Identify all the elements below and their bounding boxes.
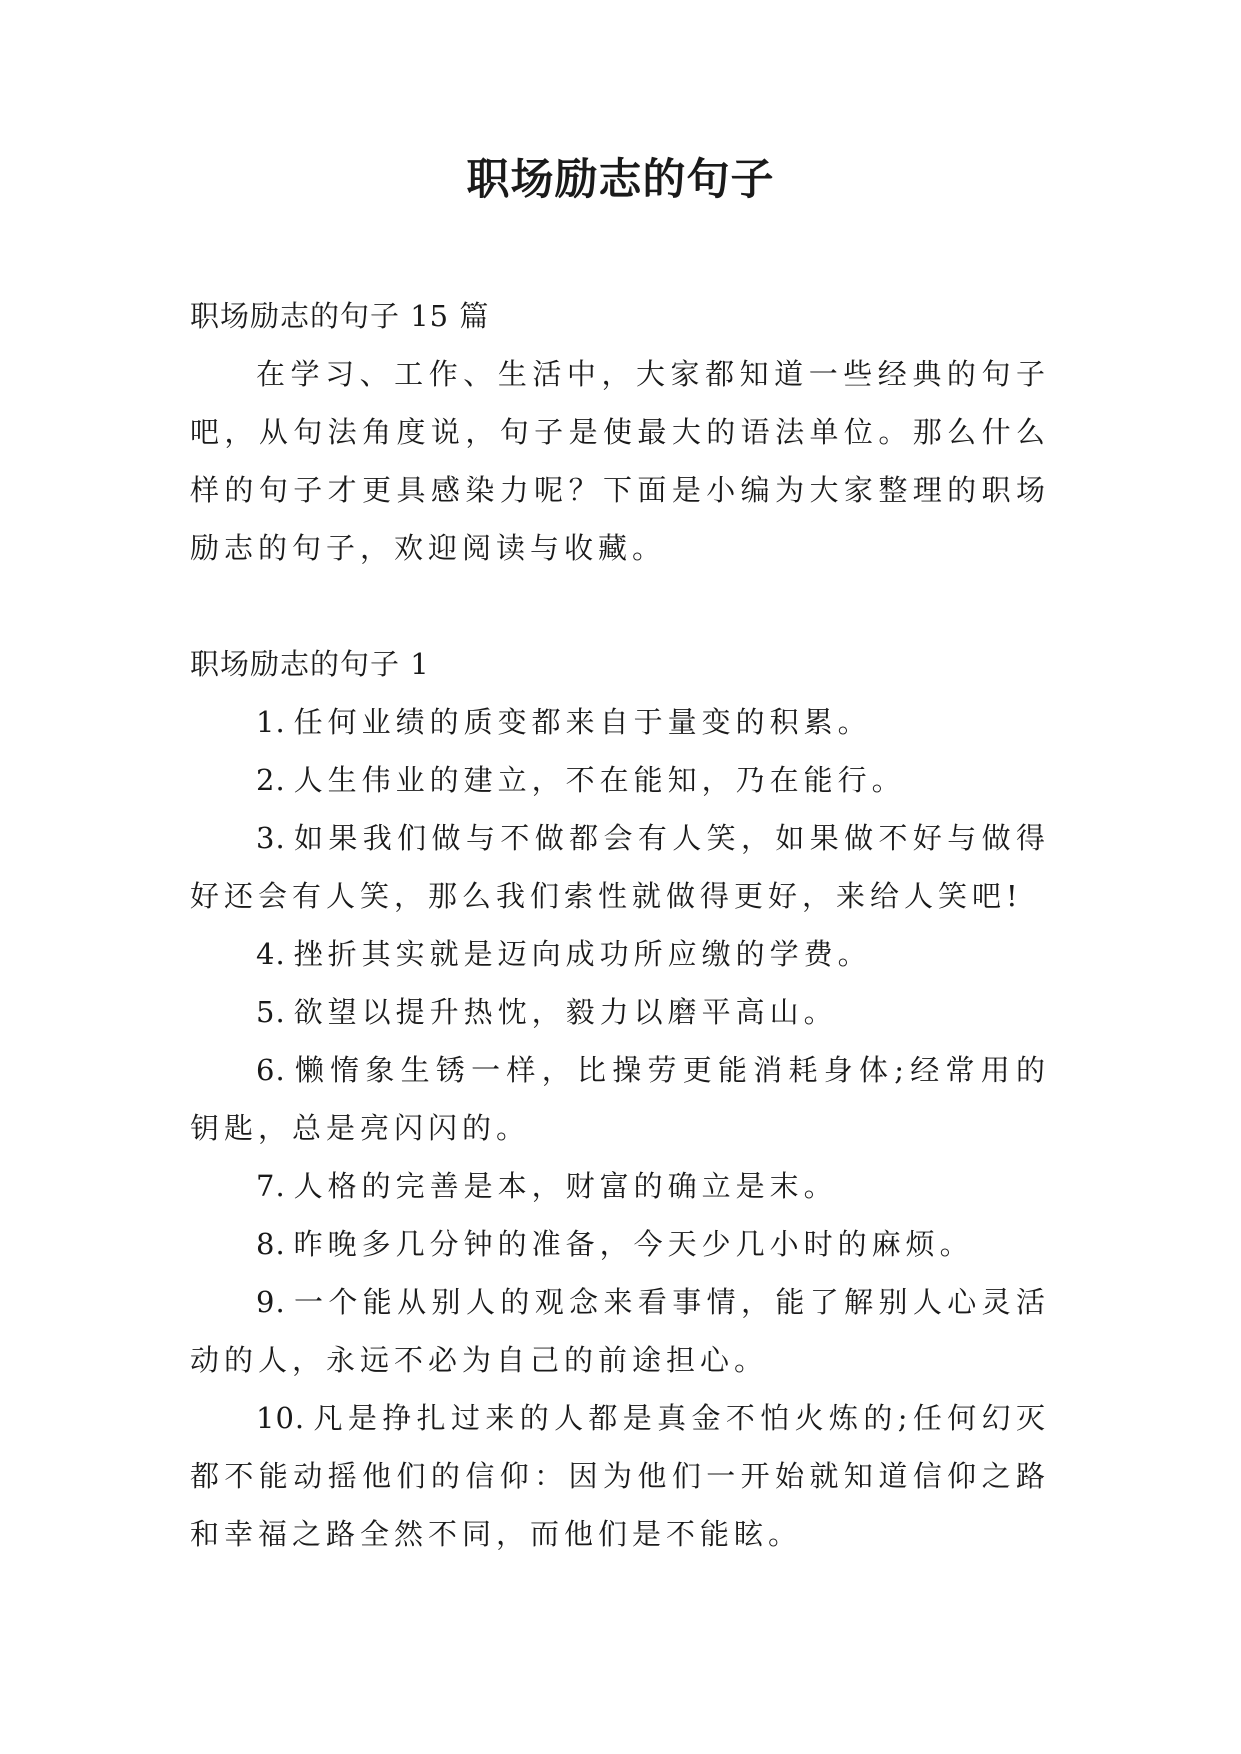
section-heading: 职场励志的句子 1: [190, 647, 430, 681]
list-item-number: 5.: [256, 995, 286, 1029]
list-item-text: 一个能从别人的观念来看事情，能了解别人心灵活动的人，永远不必为自己的前途担心。: [190, 1285, 1050, 1377]
list-item: [190, 1273, 1050, 1389]
list-item-number: 1.: [256, 705, 286, 739]
list-item: [190, 983, 1050, 1041]
list-item-number: 6.: [256, 1053, 286, 1087]
list-item-text: 欲望以提升热忱，毅力以磨平高山。: [293, 995, 838, 1029]
intro-heading: 职场励志的句子 15 篇: [190, 299, 490, 333]
list-item-text: 昨晚多几分钟的准备，今天少几小时的麻烦。: [293, 1227, 974, 1261]
list-item-text: 如果我们做与不做都会有人笑，如果做不好与做得好还会有人笑，那么我们索性就做得更好，来给人笑吧!: [190, 821, 1050, 913]
list-item-number: 8.: [256, 1227, 286, 1261]
paragraph-gap: [190, 577, 1050, 635]
list-item-number: 3.: [256, 821, 286, 855]
list-item: [190, 693, 1050, 751]
list-item-number: 10.: [256, 1401, 306, 1435]
intro-paragraph: 在学习、工作、生活中，大家都知道一些经典的句子吧，从句法角度说，句子是使最大的语法单位。那么什么样的句子才更具感染力呢？下面是小编为大家整理的职场励志的句子，欢迎阅读与收藏。: [190, 357, 1050, 565]
list-item: [190, 1215, 1050, 1273]
list-item-text: 懒惰象生锈一样，比操劳更能消耗身体;经常用的钥匙，总是亮闪闪的。: [190, 1053, 1050, 1145]
list-item-text: 人格的完善是本，财富的确立是末。: [293, 1169, 838, 1203]
list-item-text: 任何业绩的质变都来自于量变的积累。: [293, 705, 872, 739]
list-item: [190, 1157, 1050, 1215]
list-item-number: 2.: [256, 763, 286, 797]
list-item: [190, 751, 1050, 809]
list-item-number: 7.: [256, 1169, 286, 1203]
list-item-text: 人生伟业的建立，不在能知，乃在能行。: [293, 763, 906, 797]
list-item-text: 凡是挣扎过来的人都是真金不怕火炼的;任何幻灭都不能动摇他们的信仰：因为他们一开始就知道信仰之路和幸福之路全然不同，而他们是不能眩。: [190, 1401, 1050, 1551]
list-item: [190, 1389, 1050, 1563]
list-item: [190, 925, 1050, 983]
list-item: [190, 1041, 1050, 1157]
list-item: [190, 809, 1050, 925]
list-item-number: 9.: [256, 1285, 286, 1319]
list-item-text: 挫折其实就是迈向成功所应缴的学费。: [293, 937, 872, 971]
document-body: [190, 287, 1050, 1563]
document-title: 职场励志的句子: [466, 155, 775, 205]
list-item-number: 4.: [256, 937, 286, 971]
